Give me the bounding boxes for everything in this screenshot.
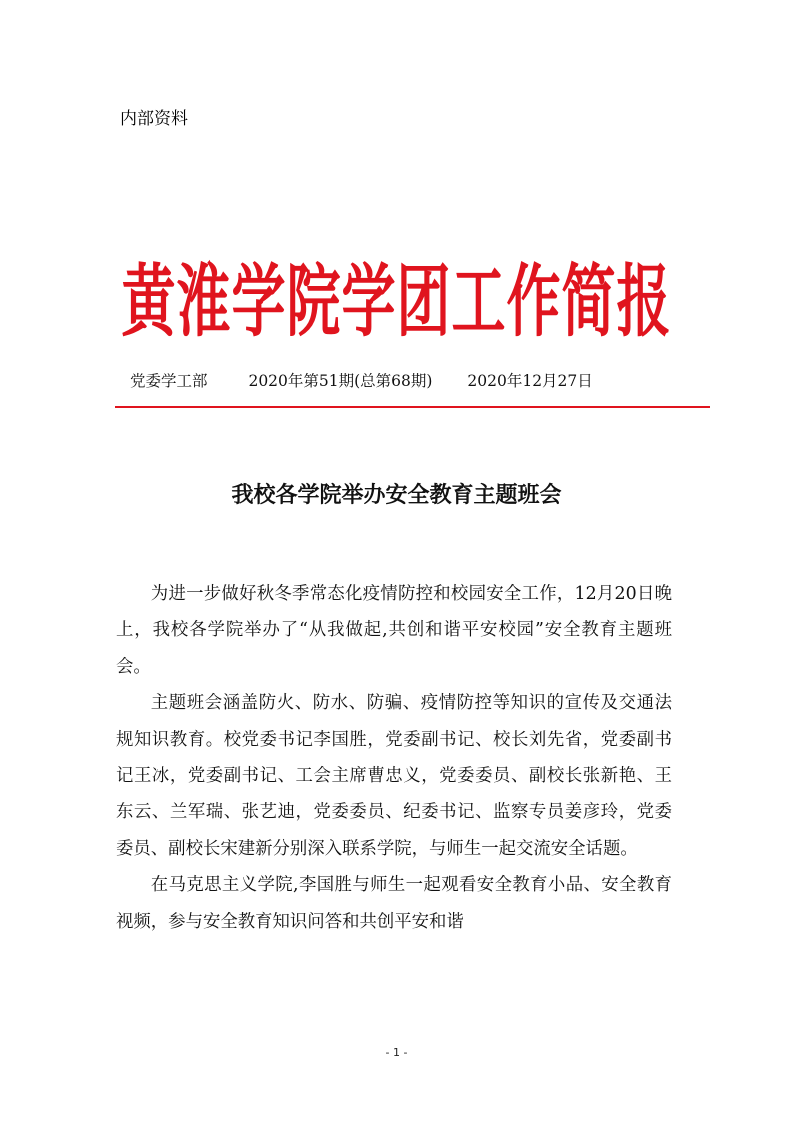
issue-info-line	[130, 369, 690, 391]
internal-material-label: 内部资料	[120, 109, 188, 129]
issue-number: 2020年第51期(总第68期)	[248, 372, 433, 390]
article-paragraph: 主题班会涵盖防火、防水、防骗、疫情防控等知识的宣传及交通法规知识教育。校党委书记李国胜，党委副书记、校长刘先省，党委副书记王冰，党委副书记、工会主席曹忠义，党委委员、副校长张新艳、王东云、兰军瑞、张艺迪，党委委员、纪委书记、监察专员姜彦玲，党委委员、副校长宋建新分别深入联系学院，与师生一起交流安全话题。	[116, 693, 672, 859]
masthead-title: 黄淮学院学团工作简报	[121, 255, 672, 348]
article-body	[116, 576, 672, 940]
article-paragraph: 在马克思主义学院,李国胜与师生一起观看安全教育小品、安全教育视频，参与安全教育知识问答和共创平安和谐	[116, 875, 672, 932]
page-number: - 1 -	[385, 1046, 408, 1059]
article-title: 我校各学院举办安全教育主题班会	[231, 482, 562, 508]
issue-date: 2020年12月27日	[467, 372, 593, 390]
department-name: 党委学工部	[130, 372, 208, 390]
article-paragraph: 为进一步做好秋冬季常态化疫情防控和校园安全工作，12月20日晚上，我校各学院举办了“从我做起,共创和谐平安校园”安全教育主题班会。	[116, 584, 672, 677]
red-divider-rule	[115, 406, 710, 408]
